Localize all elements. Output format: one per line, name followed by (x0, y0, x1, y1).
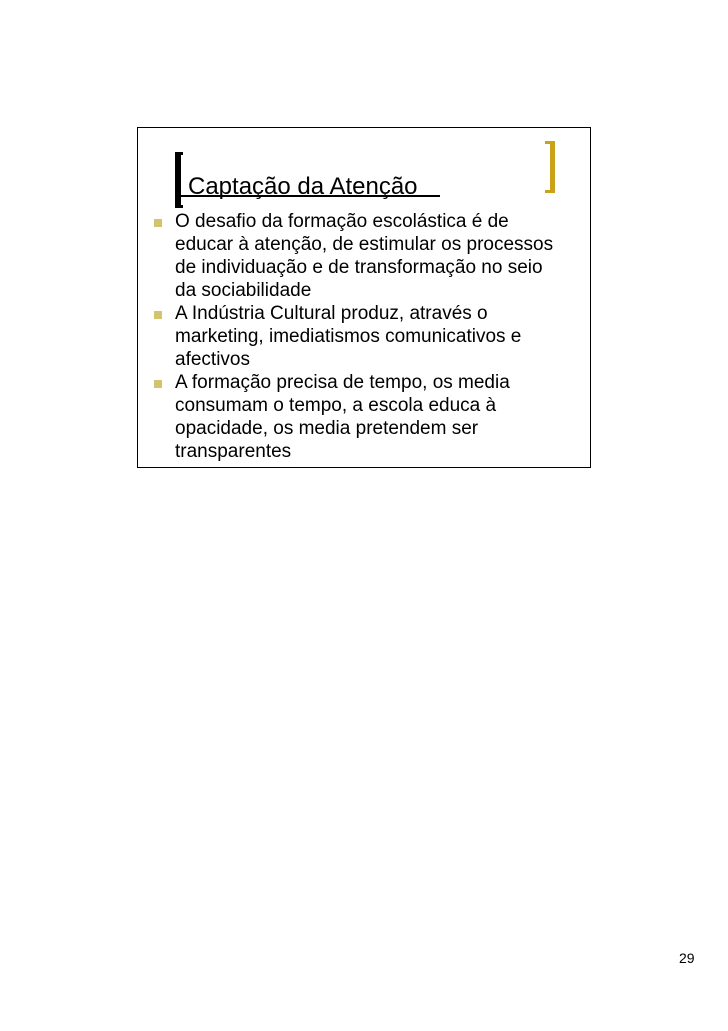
slide-title: Captação da Atenção (188, 173, 418, 200)
bullet-list (152, 210, 562, 463)
bullet-item (152, 210, 562, 302)
square-bullet-icon (154, 311, 162, 319)
bullet-text: A Indústria Cultural produz, através o marketing, imediatismos comunicativos e afectivos (175, 303, 522, 370)
square-bullet-icon (154, 380, 162, 388)
title-bracket-right (545, 141, 555, 193)
bullet-item (152, 302, 562, 371)
bullet-item (152, 371, 562, 463)
square-bullet-icon (154, 219, 162, 227)
title-bracket-left (175, 152, 183, 208)
page-number: 29 (679, 950, 695, 966)
bullet-text: A formação precisa de tempo, os media consumam o tempo, a escola educa à opacidade, os media pretendem ser transparentes (175, 372, 510, 462)
bullet-text: O desafio da formação escolástica é de educar à atenção, de estimular os processos de individuação e de transformação no seio da sociabilidade (175, 211, 554, 301)
